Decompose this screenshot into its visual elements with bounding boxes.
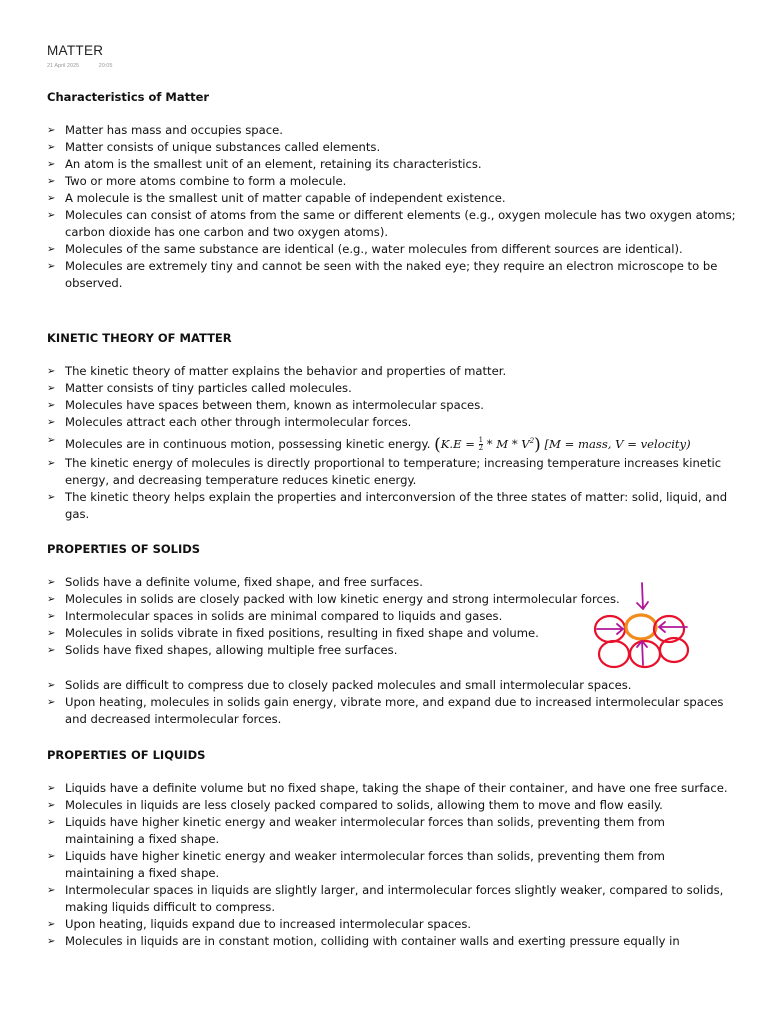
list-item: ➢ Molecules attract each other through intermolecular forces. <box>47 415 412 429</box>
list-item: ➢ Matter has mass and occupies space. <box>47 123 283 137</box>
list-item: ➢ Intermolecular spaces in liquids are slightly larger, and intermolecular forces slightly weaker, compared to solids, making liquids difficult to compress. <box>47 883 724 914</box>
bullet-arrow-icon: ➢ <box>47 159 56 170</box>
bullet-arrow-icon: ➢ <box>47 851 56 862</box>
bullet-arrow-icon: ➢ <box>47 697 56 708</box>
list-item: ➢ Intermolecular spaces in solids are minimal compared to liquids and gases. <box>47 609 503 623</box>
list-item: ➢ Solids are difficult to compress due to closely packed molecules and small intermolecular spaces. <box>47 678 632 692</box>
bullet-arrow-icon: ➢ <box>47 193 56 204</box>
list-item: ➢ Two or more atoms combine to form a molecule. <box>47 174 347 188</box>
list-item: ➢ Molecules of the same substance are identical (e.g., water molecules from different sources are identical). <box>47 242 683 256</box>
bullet-arrow-icon: ➢ <box>47 885 56 896</box>
page-timestamp <box>47 63 130 69</box>
bullet-arrow-icon: ➢ <box>47 577 56 588</box>
bullet-arrow-icon: ➢ <box>47 817 56 828</box>
list-item: ➢ The kinetic theory helps explain the properties and interconversion of the three states of matter: solid, liquid, and gas. <box>47 489 728 521</box>
list-item: ➢ A molecule is the smallest unit of matter capable of independent existence. <box>47 191 506 205</box>
list-item: ➢ Molecules are in continuous motion, possessing kinetic energy. (K.E = $\frac{1}{2}$ * M * $V^2$) [M = mass, V = velocity) <box>47 431 737 455</box>
bullet-arrow-icon: ➢ <box>47 594 56 605</box>
bullet-arrow-icon: ➢ <box>47 261 56 272</box>
bullet-arrow-icon: ➢ <box>47 125 56 136</box>
list-item: ➢ Upon heating, liquids expand due to increased intermolecular spaces. <box>47 917 472 931</box>
page-title: MATTER <box>47 43 104 58</box>
force-arrow-down-icon <box>637 583 648 609</box>
solid-particles-sketch <box>585 577 695 669</box>
list-item: ➢ Molecules in liquids are in constant motion, colliding with container walls and exerting pressure equally in <box>47 934 680 948</box>
bullet-arrow-icon: ➢ <box>47 383 56 394</box>
bullet-arrow-icon: ➢ <box>47 435 56 446</box>
bullet-arrow-icon: ➢ <box>47 244 56 255</box>
solids-list-continued <box>47 677 737 728</box>
bullet-arrow-icon: ➢ <box>47 491 56 503</box>
list-item: ➢ Solids have fixed shapes, allowing multiple free surfaces. <box>47 643 398 657</box>
bullet-arrow-icon: ➢ <box>47 457 56 469</box>
list-item: ➢ Liquids have a definite volume but no fixed shape, taking the shape of their container, and have one free surface. <box>47 781 728 795</box>
bullet-arrow-icon: ➢ <box>47 210 56 221</box>
bullet-arrow-icon: ➢ <box>47 176 56 187</box>
bullet-arrow-icon: ➢ <box>47 417 56 428</box>
liquids-list <box>47 780 737 950</box>
bullet-arrow-icon: ➢ <box>47 628 56 639</box>
list-item: ➢ Matter consists of unique substances called elements. <box>47 140 381 154</box>
particle-circle-center <box>626 615 656 639</box>
particle-circle <box>599 641 629 667</box>
kinetic-energy-equation: (K.E = $\frac{1}{2}$ * M * $V^2$) [M = mass, V = velocity) <box>434 434 691 455</box>
bullet-arrow-icon: ➢ <box>47 936 56 947</box>
section-heading-kinetic: KINETIC THEORY OF MATTER <box>47 331 232 345</box>
bullet-arrow-icon: ➢ <box>47 366 56 377</box>
section-heading-liquids: PROPERTIES OF LIQUIDS <box>47 748 206 762</box>
bullet-arrow-icon: ➢ <box>47 919 56 930</box>
characteristics-list <box>47 122 737 292</box>
list-item: ➢ Liquids have higher kinetic energy and weaker intermolecular forces than solids, preventing them from maintaining a fixed shape. <box>47 849 665 880</box>
bullet-arrow-icon: ➢ <box>47 645 56 656</box>
list-item: ➢ The kinetic energy of molecules is directly proportional to temperature; increasing temperature increases kinetic energy, and decreasing temperature reduces kinetic energy. <box>47 455 722 487</box>
list-item: ➢ An atom is the smallest unit of an element, retaining its characteristics. <box>47 157 482 171</box>
list-item: ➢ The kinetic theory of matter explains the behavior and properties of matter. <box>47 364 507 378</box>
page-time: 20:05 <box>98 63 113 69</box>
bullet-arrow-icon: ➢ <box>47 400 56 411</box>
list-item: ➢ Liquids have higher kinetic energy and weaker intermolecular forces than solids, preventing them from maintaining a fixed shape. <box>47 815 665 846</box>
section-heading-characteristics: Characteristics of Matter <box>47 90 210 104</box>
list-item: ➢ Molecules in liquids are less closely packed compared to solids, allowing them to move and flow easily. <box>47 798 663 812</box>
bullet-arrow-icon: ➢ <box>47 680 56 691</box>
bullet-arrow-icon: ➢ <box>47 611 56 622</box>
list-item: ➢ Matter consists of tiny particles called molecules. <box>47 381 352 395</box>
list-item: ➢ Upon heating, molecules in solids gain energy, vibrate more, and expand due to increased intermolecular spaces and decreased intermolecular forces. <box>47 695 724 726</box>
list-item: ➢ Molecules in solids vibrate in fixed positions, resulting in fixed shape and volume. <box>47 626 539 640</box>
page-date: 21 April 2025 <box>47 63 80 69</box>
list-item: ➢ Molecules can consist of atoms from the same or different elements (e.g., oxygen molecule has two oxygen atoms; carbon dioxide has one carbon and two oxygen atoms). <box>47 208 736 239</box>
force-arrow-right-icon <box>597 624 623 634</box>
list-item: ➢ Solids have a definite volume, fixed shape, and free surfaces. <box>47 575 423 589</box>
list-item: ➢ Molecules in solids are closely packed with low kinetic energy and strong intermolecular forces. <box>47 592 620 606</box>
force-arrow-up-icon <box>637 641 647 665</box>
bullet-arrow-icon: ➢ <box>47 783 56 794</box>
list-item: ➢ Molecules have spaces between them, known as intermolecular spaces. <box>47 398 484 412</box>
bullet-arrow-icon: ➢ <box>47 142 56 153</box>
bullet-arrow-icon: ➢ <box>47 800 56 811</box>
kinetic-list <box>47 363 737 523</box>
section-heading-solids: PROPERTIES OF SOLIDS <box>47 542 201 556</box>
list-item: ➢ Molecules are extremely tiny and cannot be seen with the naked eye; they require an electron microscope to be observed. <box>47 259 718 290</box>
